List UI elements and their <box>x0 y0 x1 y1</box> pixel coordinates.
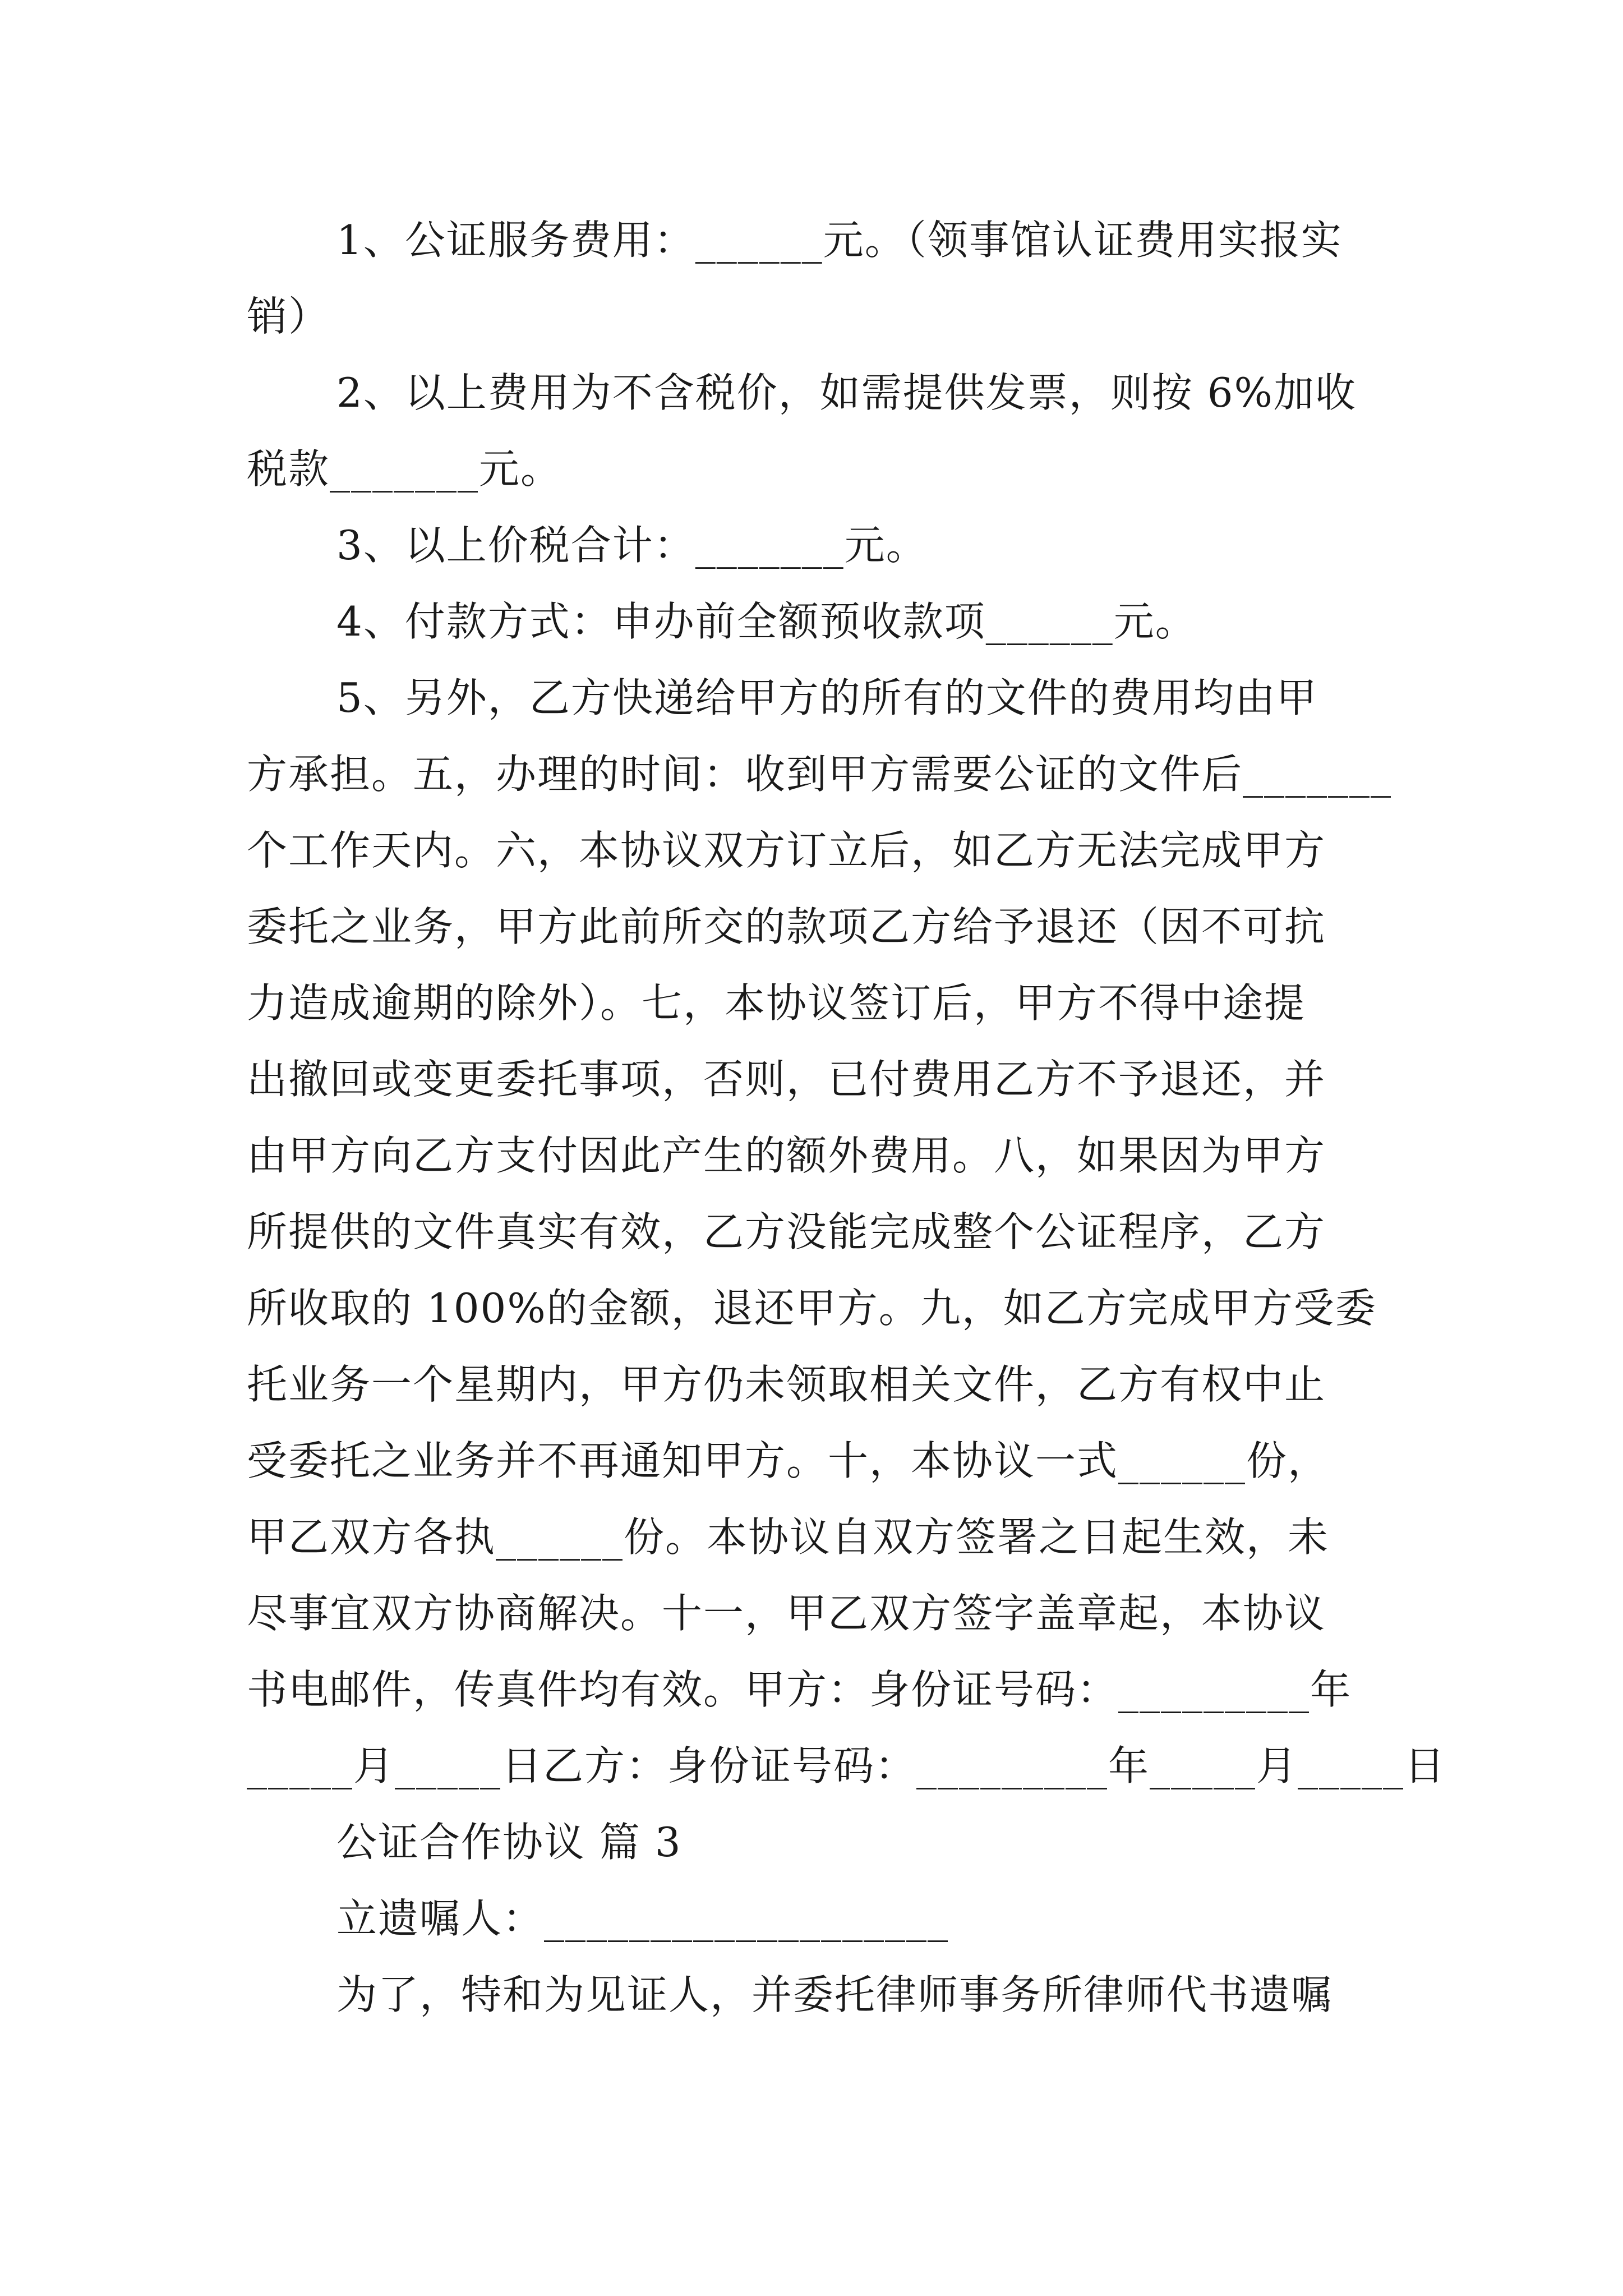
fee-item-3-line: 3、以上价税合计：_______元。 <box>336 522 928 569</box>
paragraph-line: 所收取的 100%的金额，退还甲方。九，如乙方完成甲方受委 <box>247 1285 1377 1332</box>
fee-item-1-continuation: 销） <box>247 293 330 340</box>
testator-field-line: 立遗嘱人：___________________ <box>336 1895 949 1942</box>
paragraph-line: 甲乙双方各执______份。本协议自双方签署之日起生效，未 <box>247 1513 1330 1561</box>
paragraph-line: 受委托之业务并不再通知甲方。十，本协议一式______份， <box>247 1437 1330 1484</box>
fee-item-5-line: 5、另外，乙方快递给甲方的所有的文件的费用均由甲 <box>336 674 1318 721</box>
fee-item-1-line: 1、公证服务费用：______元。（领事馆认证费用实报实 <box>336 217 1343 264</box>
paragraph-line: 出撤回或变更委托事项，否则，已付费用乙方不予退还，并 <box>247 1056 1326 1103</box>
paragraph-line: 方承担。五，办理的时间：收到甲方需要公证的文件后_______ <box>247 751 1393 798</box>
fee-item-4-line: 4、付款方式：申办前全额预收款项______元。 <box>336 598 1197 645</box>
paragraph-line: 所提供的文件真实有效，乙方没能完成整个公证程序，乙方 <box>247 1208 1326 1255</box>
paragraph-line: 托业务一个星期内，甲方仍未领取相关文件，乙方有权中止 <box>247 1361 1326 1408</box>
signature-date-line: _____月_____日乙方：身份证号码：_________年_____月_____日 <box>247 1742 1446 1789</box>
document-body <box>247 202 1446 2033</box>
fee-item-2-line: 2、以上费用为不含税价，如需提供发票，则按 6%加收 <box>336 369 1357 416</box>
paragraph-line: 个工作天内。六，本协议双方订立后，如乙方无法完成甲方 <box>247 827 1326 874</box>
paragraph-line: 由甲方向乙方支付因此产生的额外费用。八，如果因为甲方 <box>247 1132 1326 1179</box>
paragraph-line: 力造成逾期的除外）。七，本协议签订后，甲方不得中途提 <box>247 979 1306 1027</box>
section-heading: 公证合作协议 篇 3 <box>336 1819 682 1866</box>
paragraph-line: 尽事宜双方协商解决。十一，甲乙双方签字盖章起，本协议 <box>247 1590 1326 1637</box>
paragraph-line: 书电邮件，传真件均有效。甲方：身份证号码：_________年 <box>247 1666 1352 1713</box>
paragraph-line: 委托之业务，甲方此前所交的款项乙方给予退还（因不可抗 <box>247 903 1326 950</box>
will-intro-line: 为了，特和为见证人，并委托律师事务所律师代书遗嘱 <box>336 1971 1333 2018</box>
fee-item-2-continuation: 税款_______元。 <box>247 445 562 493</box>
